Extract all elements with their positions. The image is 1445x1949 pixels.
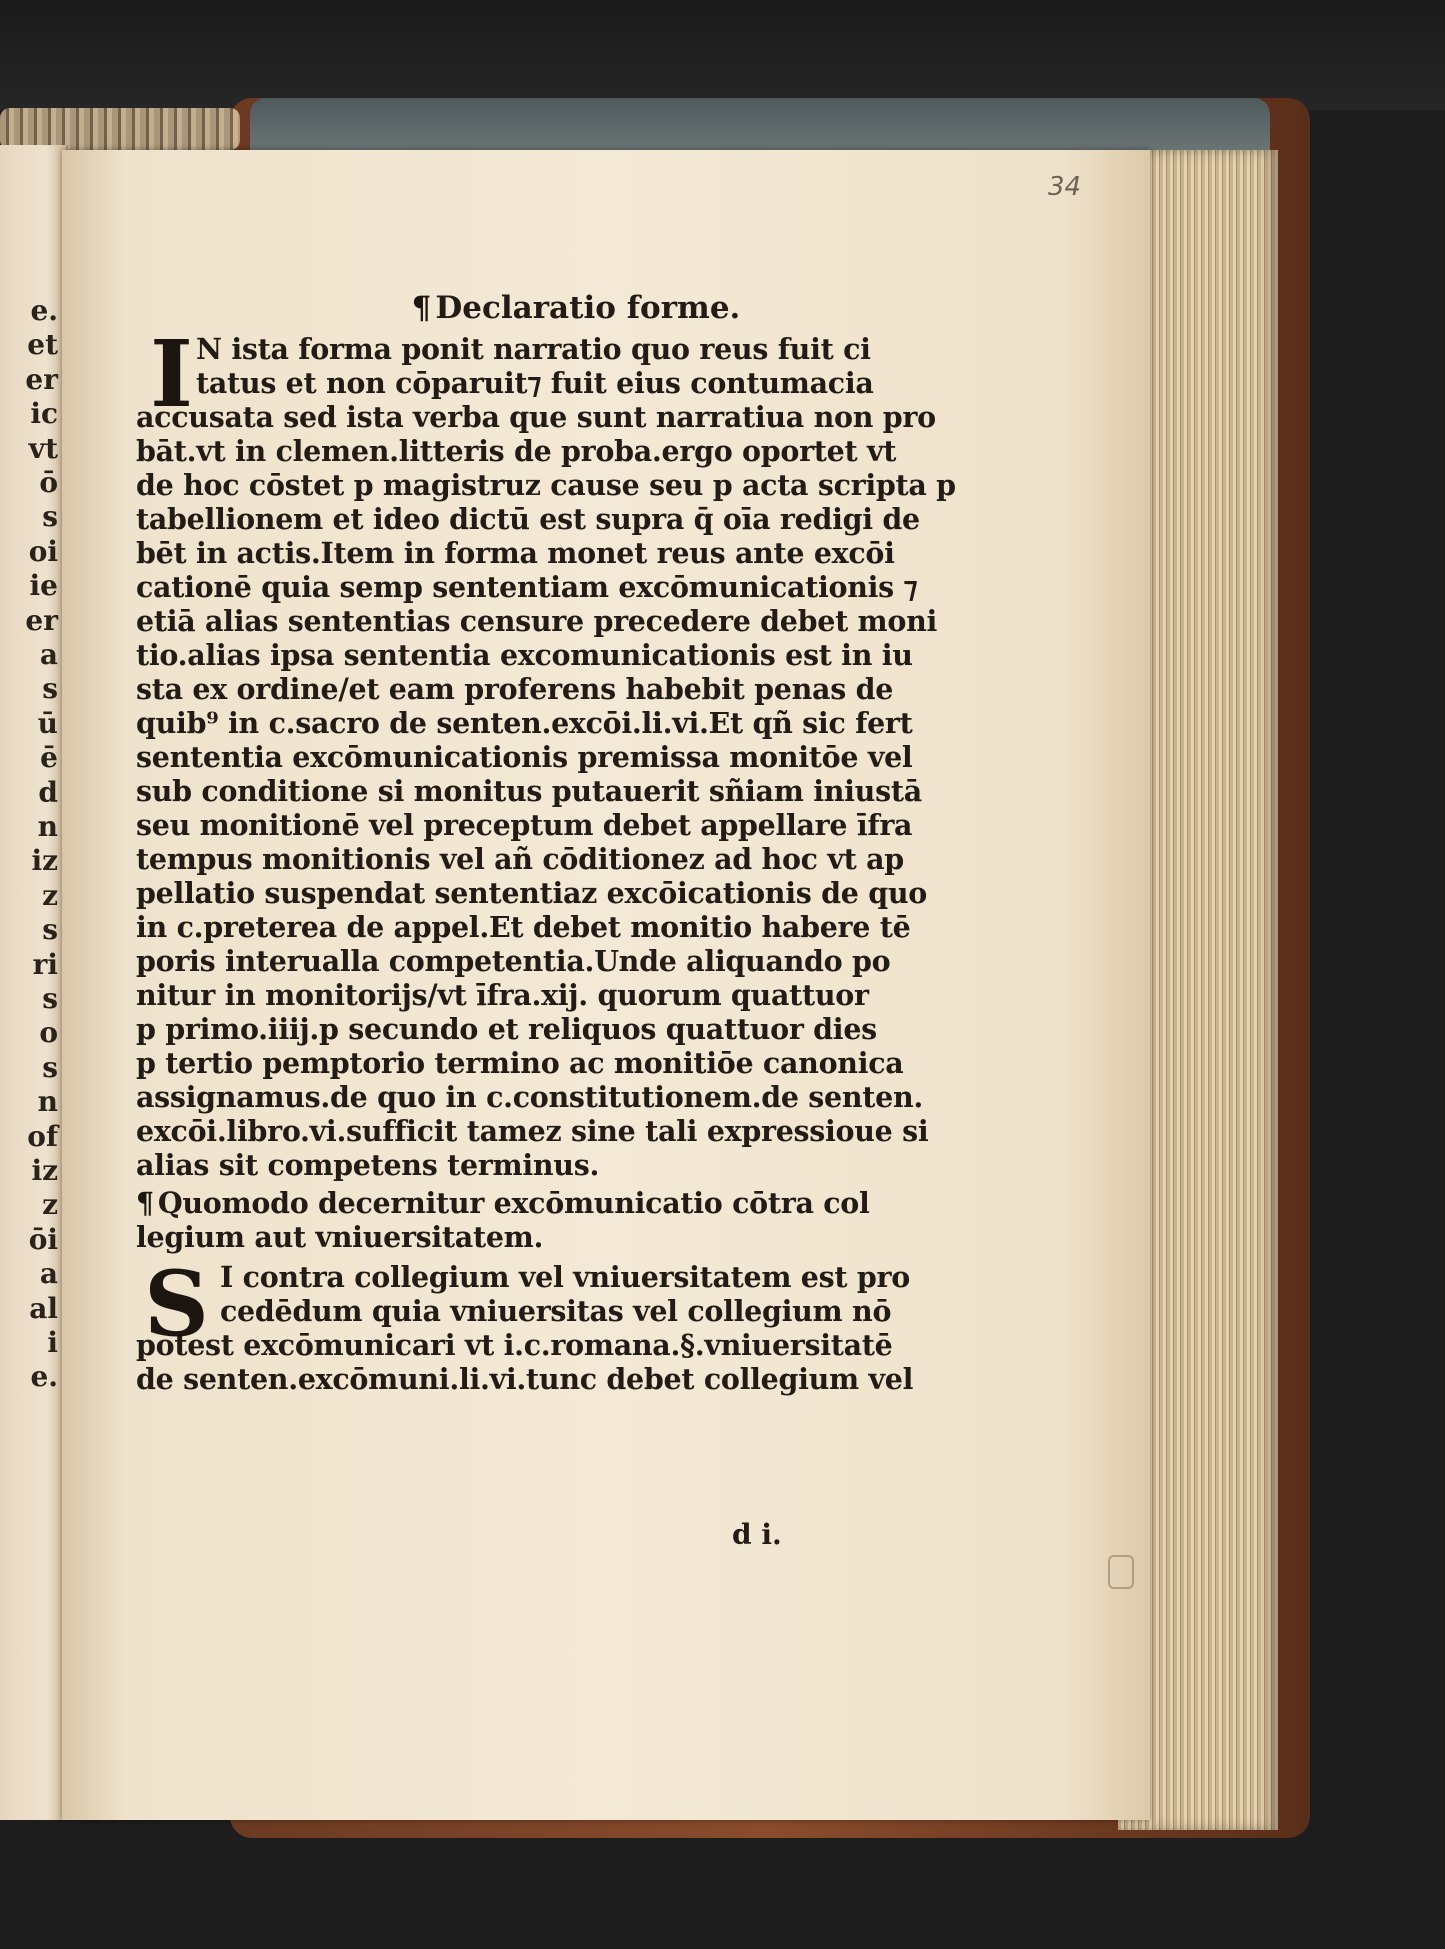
section-heading xyxy=(136,288,896,332)
text-line: pellatio suspendat sententiaz excōicationis de quo xyxy=(136,876,927,910)
text-line: cationē quia semp sententiam excōmunicationis ⁊ xyxy=(136,570,918,604)
left-page-fragment: n xyxy=(37,810,58,843)
pilcrow-icon: ¶ xyxy=(411,290,432,326)
left-page-fragment: e. xyxy=(30,1360,58,1394)
text-line: sententia excōmunicationis premissa monitōe vel xyxy=(136,740,913,774)
text-line: in c.preterea de appel.Et debet monitio habere tē xyxy=(136,910,911,944)
text-line: accusata sed ista verba que sunt narratiua non pro xyxy=(136,400,936,434)
left-page-fragment: ie xyxy=(29,569,58,603)
signature-mark: d i. xyxy=(732,1518,782,1551)
left-page-fragment: s xyxy=(42,500,58,534)
decorated-initial: I xyxy=(150,320,194,428)
text-line: potest excōmunicari vt i.c.romana.§.vniuersitatē xyxy=(136,1328,893,1362)
heading-text: Declaratio forme. xyxy=(435,290,741,326)
book-spine-top xyxy=(250,98,1270,158)
text-line: tatus et non cōparuit⁊ fuit eius contumacia xyxy=(196,366,874,400)
text-line: seu monitionē vel preceptum debet appellare īfra xyxy=(136,808,913,842)
left-page-fragment: n xyxy=(37,1085,58,1119)
left-page-fragment: oi xyxy=(28,534,58,568)
subheading-line xyxy=(136,1186,896,1220)
left-page-fragment: ē xyxy=(40,741,58,775)
left-page-fragment: o xyxy=(39,1016,58,1050)
left-page-fragment: er xyxy=(25,362,58,396)
folio-number: 34 xyxy=(1048,172,1082,202)
left-page-fragment: d xyxy=(38,775,58,809)
subheading-line xyxy=(136,1220,896,1254)
left-page-fragment: a xyxy=(39,1257,58,1291)
text-line: tio.alias ipsa sententia excomunicationis est in iu xyxy=(136,638,913,672)
text-line: assignamus.de quo in c.constitutionem.de senten. xyxy=(136,1080,924,1114)
text-line: de senten.excōmuni.li.vi.tunc debet collegium vel xyxy=(136,1362,914,1396)
text-line: de hoc cōstet p magistruz cause seu p acta scripta p xyxy=(136,468,956,502)
text-line: cedēdum quia vniuersitas vel collegium nō xyxy=(220,1294,892,1328)
text-line: I contra collegium vel vniuersitatem est pro xyxy=(220,1260,910,1294)
text-line: bēt in actis.Item in forma monet reus ante excōi xyxy=(136,536,895,570)
text-line: nitur in monitorijs/vt īfra.xij. quorum quattuor xyxy=(136,978,869,1012)
text-line: excōi.libro.vi.sufficit tamez sine tali expressioue si xyxy=(136,1114,929,1148)
subheading-text: legium aut vniuersitatem. xyxy=(136,1220,544,1254)
left-page-fragment: z xyxy=(42,1188,58,1222)
text-line: alias sit competens terminus. xyxy=(136,1148,600,1182)
text-line: etiā alias sententias censure precedere debet moni xyxy=(136,604,938,638)
left-page-fragment: a xyxy=(39,638,58,671)
left-page-fragment: of xyxy=(27,1119,58,1153)
left-page-fragment: z xyxy=(42,878,58,912)
pilcrow-icon: ¶ xyxy=(136,1186,154,1220)
decorated-initial: S xyxy=(144,1251,209,1357)
left-page-fragment: ic xyxy=(30,397,58,431)
left-page-fragment: er xyxy=(25,603,58,637)
left-page-fragment: et xyxy=(27,328,58,362)
background-top xyxy=(0,0,1445,110)
text-line: sta ex ordine/et eam proferens habebit penas de xyxy=(136,672,894,706)
left-page-fragment: i xyxy=(47,1326,58,1359)
section-2-heading xyxy=(136,1186,896,1254)
left-page-fragment: e. xyxy=(30,294,58,327)
left-page-fragment: al xyxy=(29,1291,58,1325)
text-block xyxy=(136,288,956,1396)
left-page-fragment: s xyxy=(42,913,58,947)
headband xyxy=(0,108,240,150)
clasp-mark xyxy=(1108,1555,1134,1589)
left-page-fragment: s xyxy=(42,1050,58,1084)
left-page-fragment: iz xyxy=(31,1154,58,1187)
left-page-fragment: vt xyxy=(28,431,58,465)
left-page-fragment: s xyxy=(42,982,58,1015)
text-line: sub conditione si monitus putauerit sñiam iniustā xyxy=(136,774,922,808)
paragraph-2 xyxy=(136,1251,914,1396)
left-page-fragment: ū xyxy=(37,706,58,740)
left-page-fragment: s xyxy=(42,672,58,706)
left-page-fragment: ri xyxy=(32,947,58,981)
left-page-fragment: iz xyxy=(31,844,58,878)
text-line: N ista forma ponit narratio quo reus fuit ci xyxy=(196,332,871,366)
text-line: p tertio pemptorio termino ac monitiōe canonica xyxy=(136,1046,904,1080)
text-line: quib⁹ in c.sacro de senten.excōi.li.vi.Et qñ sic fert xyxy=(136,706,913,740)
text-line: bāt.vt in clemen.litteris de proba.ergo oportet vt xyxy=(136,434,897,468)
text-line: tabellionem et ideo dictū est supra q̄ oīa redigi de xyxy=(136,502,920,536)
paragraph-1 xyxy=(136,320,956,1182)
text-line: p primo.iiij.p secundo et reliquos quattuor dies xyxy=(136,1012,877,1046)
subheading-text: Quomodo decernitur excōmunicatio cōtra col xyxy=(157,1186,870,1220)
left-page-fragment: ō xyxy=(39,466,58,499)
text-line: tempus monitionis vel añ cōditionez ad hoc vt ap xyxy=(136,842,904,876)
left-page-edge xyxy=(0,145,68,1820)
left-page-fragment: ōi xyxy=(28,1222,58,1256)
text-line: poris interualla competentia.Unde aliquando po xyxy=(136,944,891,978)
